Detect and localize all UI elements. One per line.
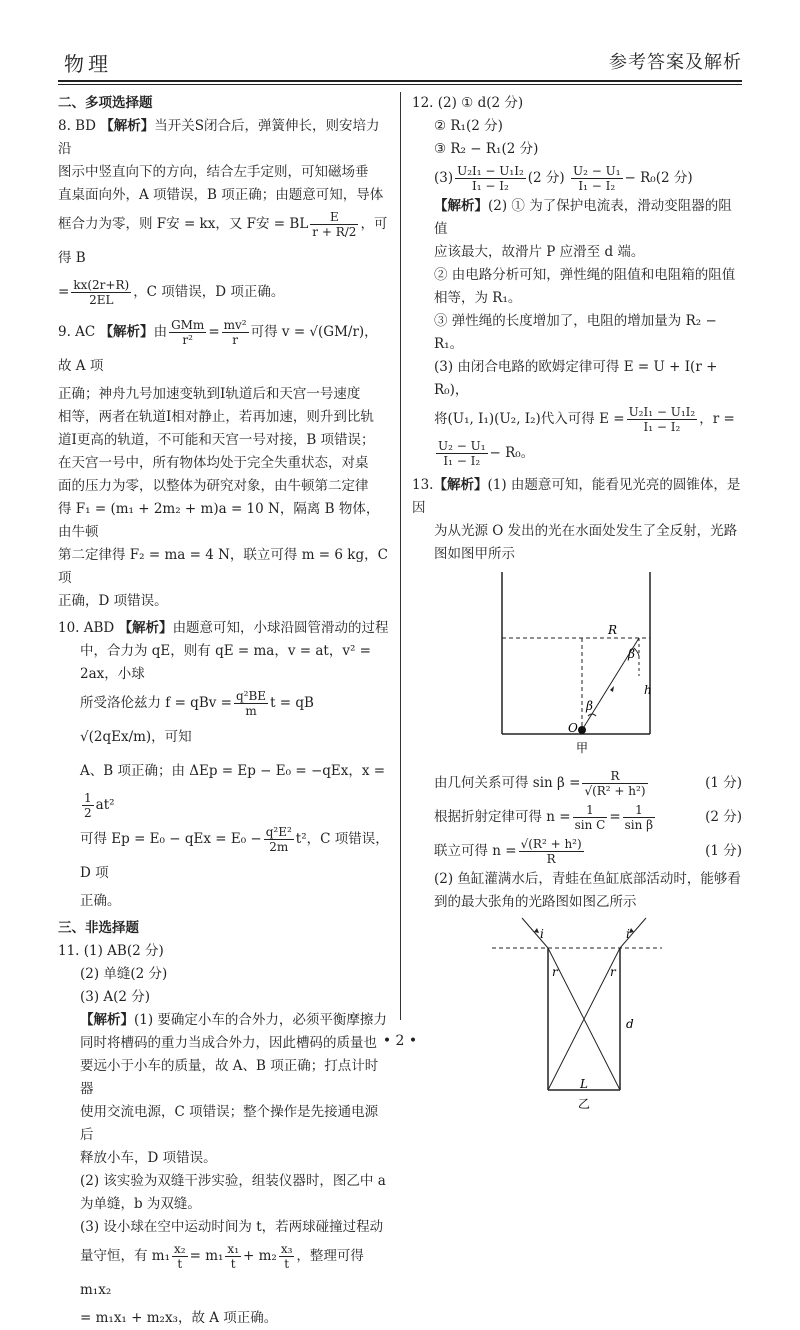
label-beta-top: β: [628, 647, 635, 661]
q13-line: (2) 鱼缸灌满水后，青蛙在鱼缸底部活动时，能够看: [434, 871, 741, 887]
incident-ray-right: [620, 918, 646, 948]
q13-eq2-row: [412, 800, 742, 834]
q13-line: (1) 由题意可知，能看见光亮的圆锥体，是因: [412, 477, 741, 516]
q12-line: 12. (2) ① d(2 分): [412, 95, 524, 111]
q11-line: 量守恒，有 m₁: [80, 1248, 171, 1264]
q8-line: =: [58, 284, 70, 300]
q10-number: 10. ABD: [58, 620, 115, 636]
q13-line: 图如图甲所示: [434, 546, 515, 562]
q10-line: 所受洛伦兹力 f = qBv =: [80, 695, 232, 711]
q9-number: 9. AC: [58, 324, 96, 340]
q12-line: 将(U₁, I₁)(U₂, I₂)代入可得 E =: [434, 411, 625, 427]
q9-line: 正确，D 项错误。: [58, 593, 168, 609]
q9-line: 得 F₁ = (m₁ + 2m₂ + m)a = 10 N，隔离 B 物体，由牛顿: [58, 501, 380, 540]
answer-q8: [58, 115, 390, 309]
q12-line: ③ R₂ − R₁(2 分): [434, 141, 539, 157]
q12-line: ② R₁(2 分): [434, 118, 503, 134]
right-column: [412, 92, 742, 1114]
q9-analysis-tag: 【解析】: [99, 324, 154, 340]
label-O: O: [568, 721, 578, 735]
q8-analysis-tag: 【解析】: [100, 118, 155, 134]
q9-line: 第二定律得 F₂ = ma = 4 N，联立可得 m = 6 kg，C 项: [58, 547, 388, 586]
figure-jia-tank-diagram: [412, 566, 742, 766]
label-beta-bottom: β: [586, 699, 593, 713]
q12-line: 应该最大，故滑片 P 应滑至 d 端。: [434, 244, 645, 260]
q11-fraction: $\frac{\text{x₃}}{t}$: [280, 1242, 293, 1271]
q8-line: 当开关S闭合后，弹簧伸长，则安培力沿: [58, 118, 380, 157]
q11-line: 使用交流电源，C 项错误；整个操作是先接通电源后: [80, 1104, 379, 1143]
section-heading-non-choice: 三、非选择题: [58, 920, 139, 936]
header-rule: [58, 80, 742, 82]
q9-fraction: $\frac{\text{GMm}}{\text{r²}}$: [171, 318, 205, 347]
q11-line: 11. (1) AB(2 分): [58, 943, 164, 959]
q12-line: − R₀(2 分): [624, 170, 693, 186]
q9-fraction: $\frac{\text{mv²}}{r}$: [223, 318, 247, 347]
label-R: R: [608, 623, 618, 637]
q11-fraction: $\frac{\text{x₁}}{t}$: [227, 1242, 239, 1271]
q12-line: (3) 由闭合电路的欧姆定律可得 E = U + I(r + R₀)，: [434, 359, 718, 398]
q10-line: 可得 Ep = E₀ − qEx = E₀ −: [80, 831, 262, 847]
q8-fraction: $\frac{E}{r + R/2}$: [312, 210, 357, 239]
q9-line: =: [208, 324, 220, 340]
label-h: h: [644, 683, 652, 697]
q13-eq3-row: [412, 834, 742, 868]
section-title: 参考答案及解析: [609, 52, 742, 73]
q10-fraction: $\frac{1}{2}$: [84, 791, 92, 820]
label-i-right: i: [626, 927, 630, 941]
q11-line: = m₁: [189, 1248, 224, 1264]
q11-line: (2) 单缝(2 分): [80, 966, 168, 982]
q11-line: (3) A(2 分): [80, 989, 151, 1005]
q10-line: 中，合力为 qE，则有 qE = ma，v = at，v² = 2ax，小球: [80, 643, 371, 682]
q11-line: (1) 要确定小车的合外力，必须平衡摩擦力: [134, 1012, 387, 1028]
label-L: L: [580, 1077, 588, 1091]
angle-arc-bottom: [588, 714, 596, 716]
label-d: d: [626, 1017, 634, 1031]
figure-caption-yi: 乙: [578, 1097, 591, 1111]
q12-line: (2) ① 为了保护电流表，滑动变阻器的阻值: [434, 198, 732, 237]
q13-score: (2 分): [705, 809, 742, 825]
q8-line: 图示中竖直向下的方向，结合左手定则，可知磁场垂: [58, 164, 369, 180]
answer-q13: [412, 474, 742, 1114]
q10-line: A、B 项正确；由 ΔEp = Ep − E₀ = −qEx，x =: [80, 763, 386, 779]
q9-line: 在天宫一号中，所有物体均处于完全失重状态，对桌: [58, 455, 369, 471]
light-source-O: [578, 726, 586, 734]
answer-q12: [412, 92, 742, 470]
answer-q11: [58, 940, 390, 1330]
q9-line: 面的压力为零，以整体为研究对象，由牛顿第二定律: [58, 478, 369, 494]
q11-line: 释放小车，D 项错误。: [80, 1150, 217, 1166]
q8-number: 8. BD: [58, 118, 96, 134]
q10-fraction: $\frac{\text{q²BE}}{m}$: [235, 689, 267, 718]
q10-analysis-tag: 【解析】: [118, 620, 173, 636]
q11-line: (2) 该实验为双缝干涉实验，组装仪器时，图乙中 a: [80, 1173, 386, 1189]
label-r-right: r: [610, 965, 616, 979]
q13-line: 到的最大张角的光路图如图乙所示: [434, 894, 637, 910]
q11-analysis-tag: 【解析】: [80, 1012, 134, 1028]
q12-line: ，r =: [699, 411, 735, 427]
column-divider: [400, 92, 401, 1020]
q10-line: t = qB √(2qEx/m)，可知: [80, 695, 314, 745]
q13-score: (1 分): [705, 775, 742, 791]
q8-line: ，可得 B: [58, 216, 388, 266]
q11-line: 为单缝，b 为双缝。: [80, 1196, 201, 1212]
q13-fraction: $\frac{1}{\text{sin C}}$: [574, 803, 606, 832]
q8-line: ，C 项错误，D 项正确。: [133, 284, 285, 300]
q12-line: (2 分): [527, 170, 565, 186]
q8-line: 直桌面向外，A 项错误，B 项正确；由题意可知，导体: [58, 187, 384, 203]
q13-line: 为从光源 O 发出的光在水面处发生了全反射，光路: [434, 523, 738, 539]
q11-line: = m₁x₁ + m₂x₃，故 A 项正确。: [80, 1310, 278, 1326]
q10-fraction: $\frac{\text{q²E²}}{2m}$: [265, 825, 292, 854]
label-r-left: r: [552, 965, 558, 979]
q13-fraction: $\frac{1}{\text{sin β}}$: [624, 803, 654, 832]
q12-line: (3): [434, 170, 454, 186]
q13-line: 联立可得 n =: [434, 843, 517, 859]
q13-analysis-tag: 【解析】: [433, 477, 488, 493]
q12-line: − R₀。: [489, 445, 535, 461]
q13-fraction: $\frac{\text{√(R² + h²)}}{R}$: [520, 837, 582, 866]
q12-fraction: $\frac{\text{U₂ − U₁}}{\text{I₁ − I₂}}$: [438, 439, 486, 468]
q13-score: (1 分): [705, 843, 742, 859]
page-header: [58, 40, 742, 80]
q10-line: t²，C 项错误，D 项: [80, 831, 389, 881]
q12-line: ② 由电路分析可知，弹性绳的阻值和电阻箱的阻值: [434, 267, 736, 283]
q12-fraction: $\frac{\text{U₂I₁ − U₁I₂}}{\text{I₁ − I₂}}$: [628, 405, 696, 434]
left-column: [58, 92, 390, 1330]
q13-eq1-row: [412, 766, 742, 800]
incident-ray-left: [522, 918, 548, 948]
q11-line: + m₂: [243, 1248, 277, 1264]
q10-line: 正确。: [80, 893, 121, 909]
q10-line: at²: [95, 797, 115, 813]
answer-q10: [58, 617, 390, 913]
q11-line: 同时将槽码的重力当成合外力，因此槽码的质量也: [80, 1035, 377, 1051]
subject-title: 物理: [64, 52, 112, 76]
figure-caption-jia: 甲: [576, 741, 589, 755]
q11-line: (3) 设小球在空中运动时间为 t，若两球碰撞过程动: [80, 1219, 384, 1235]
q9-line: 由: [153, 324, 168, 340]
q13-fraction: $\frac{R}{\text{√(R² + h²)}}$: [584, 769, 646, 798]
q12-fraction: $\frac{\text{U₂ − U₁}}{\text{I₁ − I₂}}$: [572, 164, 621, 193]
q12-line: ③ 弹性绳的长度增加了，电阻的增加量为 R₂ − R₁。: [434, 313, 717, 352]
q13-line: 根据折射定律可得 n =: [434, 809, 571, 825]
q9-line: 可得 v = √(GM/r)，故 A 项: [58, 324, 378, 374]
q8-line: 框合力为零，则 F安 = kx，又 F安 = BL: [58, 216, 309, 232]
q9-line: 道Ⅰ更高的轨道，不可能和天宫一号对接，B 项错误；: [58, 432, 375, 448]
q11-fraction: $\frac{\text{x₂}}{t}$: [174, 1242, 186, 1271]
q10-line: 由题意可知，小球沿圆管滑动的过程: [172, 620, 389, 636]
figure-yi-tank-diagram: [412, 914, 742, 1114]
header-rule-thin: [58, 84, 742, 85]
answer-q9: [58, 315, 390, 613]
q12-fraction: $\frac{\text{U₂I₁ − U₁I₂}}{\text{I₁ − I₂}}$: [457, 164, 524, 193]
ray-arrow: [610, 686, 614, 692]
q12-line: 相等，为 R₁。: [434, 290, 522, 306]
q11-line: 要远小于小车的质量，故 A、B 项正确；打点计时器: [80, 1058, 379, 1097]
q9-line: 相等，两者在轨道Ⅰ相对静止，若再加速，则升到比轨: [58, 409, 374, 425]
q13-line: 由几何关系可得 sin β =: [434, 775, 581, 791]
q13-number: 13.: [412, 477, 434, 493]
q11-line: ，整理可得 m₁x₂: [80, 1248, 364, 1298]
q12-analysis-tag: 【解析】: [434, 198, 488, 214]
q8-fraction: $\frac{kx(2r+R)}{2EL}$: [73, 278, 130, 307]
q9-line: 正确；神舟九号加速变轨到Ⅰ轨道后和天宫一号速度: [58, 386, 361, 402]
label-i-left: i: [540, 927, 544, 941]
q13-line: =: [609, 809, 621, 825]
page-number: • 2 •: [382, 1033, 418, 1049]
section-heading-multiple-choice: 二、多项选择题: [58, 95, 153, 111]
